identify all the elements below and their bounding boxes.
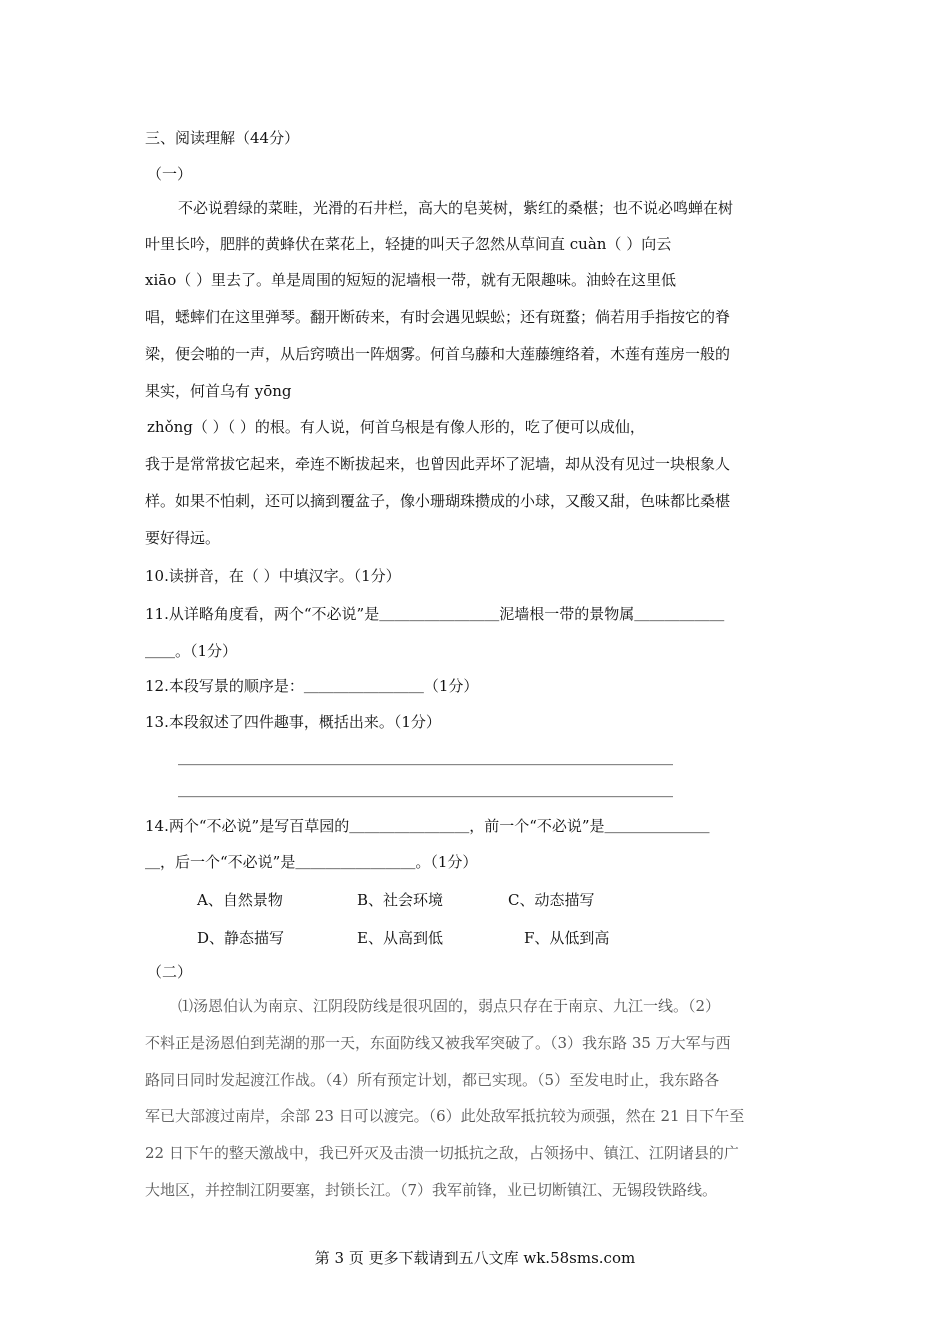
option-a: A、自然景物 — [197, 891, 283, 909]
passage1-line: zhǒng（ ）（ ）的根。有人说，何首乌根是有像人形的，吃了便可以成仙， — [147, 418, 645, 436]
passage2-line: 路同日同时发起渡江作战。（4）所有预定计划，都已实现。（5）至发电时止，我东路各 — [145, 1071, 720, 1089]
option-e: E、从高到低 — [357, 929, 443, 947]
option-f: F、从低到高 — [524, 929, 610, 947]
passage1-line: 果实，何首乌有 yōng — [145, 382, 292, 400]
answer-line: ＿＿＿＿＿＿＿＿＿＿＿＿＿＿＿＿＿＿＿＿＿＿＿＿＿＿＿＿＿＿＿＿＿ — [178, 781, 674, 799]
passage1-line: 要好得远。 — [145, 529, 221, 547]
question-13: 13.本段叙述了四件趣事，概括出来。（1分） — [145, 713, 441, 731]
question-12: 12.本段写景的顺序是：＿＿＿＿＿＿＿＿（1分） — [145, 677, 479, 695]
passage1-line: 叶里长吟，肥胖的黄蜂伏在菜花上，轻捷的叫天子忽然从草间直 cuàn（ ）向云 — [145, 235, 672, 253]
question-10: 10.读拼音，在（ ）中填汉字。（1分） — [145, 567, 401, 585]
question-14: 14.两个“不必说”是写百草园的＿＿＿＿＿＿＿＿，前一个“不必说”是＿＿＿＿＿＿＿ — [145, 817, 710, 835]
part2-label: （二） — [147, 963, 193, 981]
question-11: 11.从详略角度看，两个“不必说”是＿＿＿＿＿＿＿＿泥墙根一带的景物属＿＿＿＿＿＿ — [145, 605, 725, 623]
passage2-line: 军已大部渡过南岸，余部 23 日可以渡完。（6）此处敌军抵抗较为顽强，然在 21 日下午至 — [145, 1107, 745, 1125]
passage2-line: 22 日下午的整天激战中，我已歼灭及击溃一切抵抗之敌，占领扬中、镇江、江阴诸县的广 — [145, 1144, 739, 1162]
page-footer: 第 3 页 更多下载请到五八文库 wk.58sms.com — [314, 1249, 636, 1267]
passage1-line: 不必说碧绿的菜畦，光滑的石井栏，高大的皂荚树，紫红的桑椹；也不说必鸣蝉在树 — [178, 199, 734, 217]
option-b: B、社会环境 — [357, 891, 444, 909]
passage2-line: 不料正是汤恩伯到芜湖的那一天，东面防线又被我军突破了。（3）我东路 35 万大军与西 — [145, 1034, 731, 1052]
option-d: D、静态描写 — [197, 929, 285, 947]
part1-label: （一） — [147, 165, 193, 183]
question-14-cont: ＿，后一个“不必说”是＿＿＿＿＿＿＿＿。（1分） — [145, 853, 478, 871]
section-title: 三、阅读理解（44分） — [145, 129, 300, 147]
option-c: C、动态描写 — [508, 891, 595, 909]
passage1-line: 唱，蟋蟀们在这里弹琴。翻开断砖来，有时会遇见蜈蚣；还有斑蝥；倘若用手指按它的脊 — [145, 308, 731, 326]
passage1-line: 样。如果不怕刺，还可以摘到覆盆子，像小珊瑚珠攒成的小球，又酸又甜，色味都比桑椹 — [145, 492, 731, 510]
passage1-line: 梁，便会啪的一声，从后窍喷出一阵烟雾。何首乌藤和大莲藤缠络着，木莲有莲房一般的 — [145, 345, 731, 363]
answer-line: ＿＿＿＿＿＿＿＿＿＿＿＿＿＿＿＿＿＿＿＿＿＿＿＿＿＿＿＿＿＿＿＿＿ — [178, 749, 674, 767]
passage2-line: 大地区，并控制江阴要塞，封锁长江。（7）我军前锋，业已切断镇江、无锡段铁路线。 — [145, 1181, 718, 1199]
question-11-cont: ＿＿。（1分） — [145, 642, 238, 660]
passage1-line: 我于是常常拔它起来，牵连不断拔起来，也曾因此弄坏了泥墙，却从没有见过一块根象人 — [145, 455, 731, 473]
passage1-line: xiāo（ ）里去了。单是周围的短短的泥墙根一带，就有无限趣味。油蛉在这里低 — [145, 271, 677, 289]
passage2-line: ⑴汤恩伯认为南京、江阴段防线是很巩固的，弱点只存在于南京、九江一线。（2） — [178, 997, 721, 1015]
